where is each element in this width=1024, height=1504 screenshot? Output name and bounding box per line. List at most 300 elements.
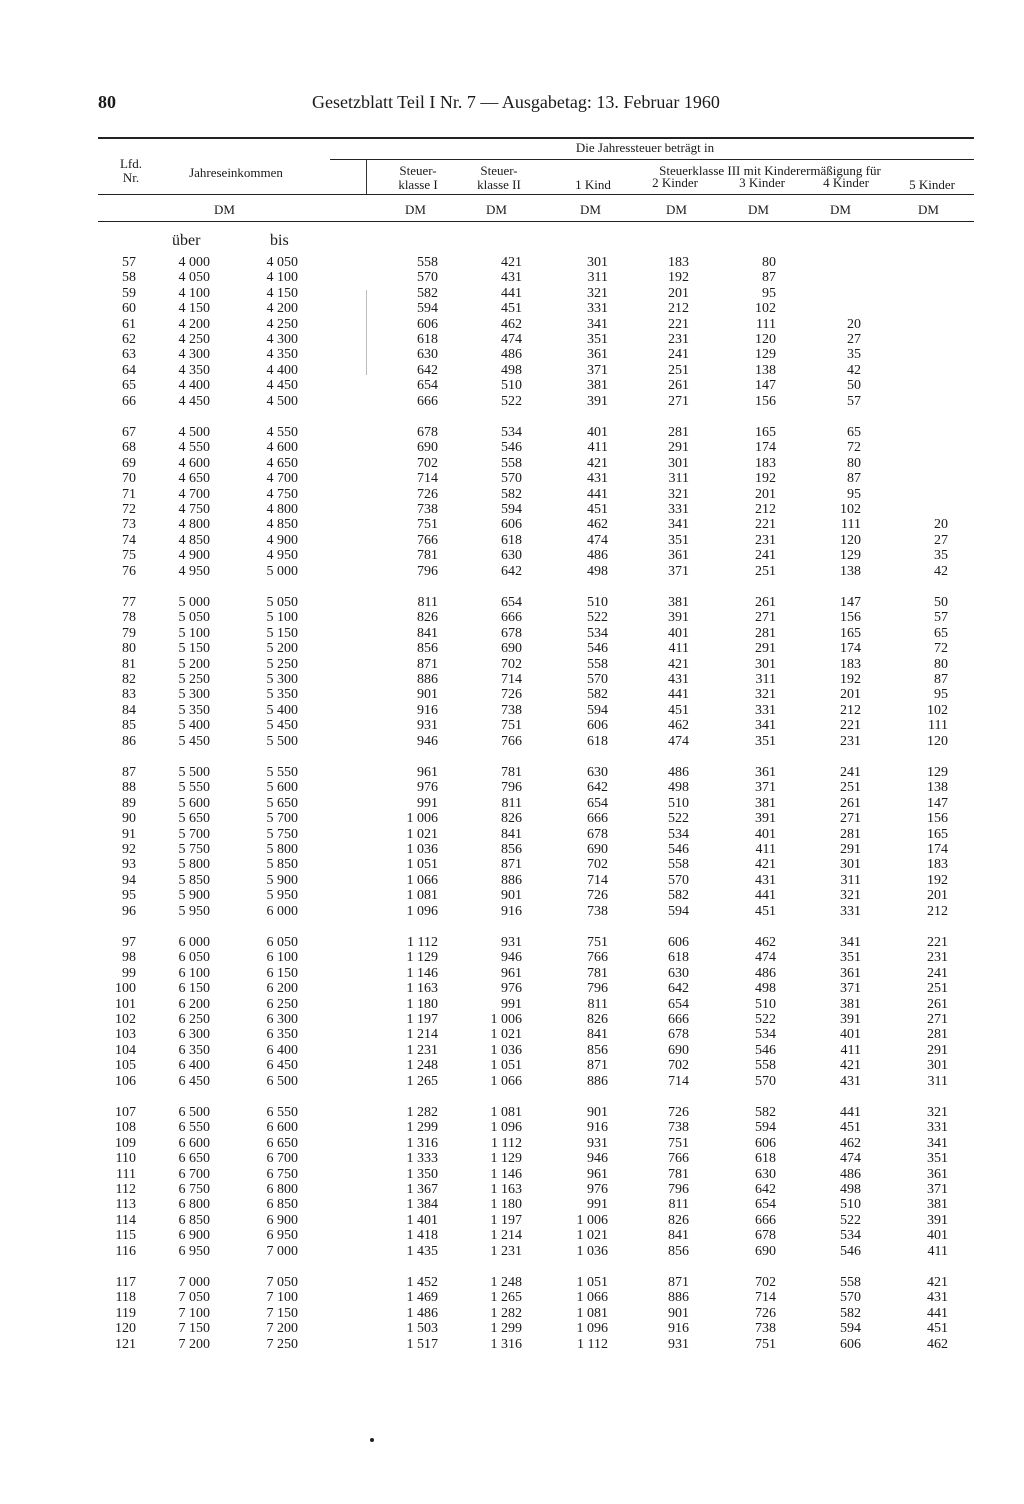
cell-a1: 486 <box>587 548 608 564</box>
table-row <box>0 966 1024 981</box>
cell-von: 6 950 <box>178 1243 210 1259</box>
cell-a3: 431 <box>755 872 776 888</box>
cell-a4: 510 <box>840 1197 861 1213</box>
cell-k1: 751 <box>417 517 438 533</box>
cell-a5: 331 <box>927 1120 948 1136</box>
cell-k1: 594 <box>417 301 438 317</box>
cell-nr: 120 <box>115 1321 136 1337</box>
header-klasse-2: Steuer- klasse II <box>477 163 521 192</box>
cell-a5: 281 <box>927 1027 948 1043</box>
table-row <box>0 301 1024 316</box>
cell-a4: 331 <box>840 903 861 919</box>
table-row <box>0 347 1024 362</box>
table-row <box>0 888 1024 903</box>
table-row <box>0 981 1024 996</box>
cell-k2: 1 096 <box>490 1120 522 1136</box>
cell-a5: 291 <box>927 1042 948 1058</box>
header-klasse-3-group: Steuerklasse III mit Kinderermäßigung für <box>659 163 881 178</box>
cell-k1: 1 299 <box>406 1120 438 1136</box>
cell-a1: 331 <box>587 301 608 317</box>
cell-a2: 311 <box>668 471 689 487</box>
cell-a4: 192 <box>840 672 861 687</box>
cell-bis: 4 700 <box>266 471 298 487</box>
cell-a2: 570 <box>668 872 689 888</box>
cell-nr: 75 <box>122 548 136 564</box>
cell-a2: 702 <box>668 1058 689 1074</box>
cell-k1: 1 066 <box>406 872 438 888</box>
cell-k2: 534 <box>501 425 522 440</box>
cell-bis: 5 550 <box>266 765 298 780</box>
table-row <box>0 270 1024 285</box>
cell-a1: 886 <box>587 1073 608 1089</box>
cell-k2: 486 <box>501 347 522 363</box>
cell-a2: 630 <box>668 965 689 981</box>
cell-a3: 147 <box>755 378 776 394</box>
cell-von: 5 150 <box>178 641 210 657</box>
cell-nr: 85 <box>122 718 136 734</box>
cell-k1: 1 350 <box>406 1166 438 1182</box>
cell-nr: 61 <box>122 316 136 332</box>
table-row <box>0 873 1024 888</box>
cell-k2: 1 021 <box>490 1027 522 1043</box>
cell-a5: 80 <box>934 656 948 672</box>
cell-a3: 102 <box>755 301 776 317</box>
cell-von: 6 550 <box>178 1120 210 1136</box>
cell-a4: 165 <box>840 625 861 641</box>
cell-a1: 534 <box>587 625 608 641</box>
cell-von: 5 100 <box>178 625 210 641</box>
cell-a5: 371 <box>927 1182 948 1197</box>
cell-a5: 72 <box>934 641 948 657</box>
cell-a5: 441 <box>927 1305 948 1321</box>
cell-von: 4 350 <box>178 362 210 378</box>
cell-bis: 6 550 <box>266 1105 298 1120</box>
cell-von: 5 000 <box>178 595 210 610</box>
cell-bis: 7 050 <box>266 1275 298 1290</box>
cell-a2: 826 <box>668 1212 689 1228</box>
cell-bis: 4 050 <box>266 255 298 270</box>
cell-bis: 6 450 <box>266 1058 298 1074</box>
cell-k2: 916 <box>501 903 522 919</box>
header-3-kinder: 3 Kinder <box>739 175 785 190</box>
cell-a5: 165 <box>927 826 948 842</box>
cell-a3: 111 <box>756 316 776 332</box>
cell-a4: 301 <box>840 857 861 873</box>
cell-k2: 714 <box>501 672 522 687</box>
cell-a4: 241 <box>840 765 861 780</box>
cell-a1: 826 <box>587 1012 608 1027</box>
cell-k1: 1 180 <box>406 996 438 1012</box>
cell-nr: 77 <box>122 595 136 610</box>
cell-a4: 201 <box>840 687 861 703</box>
cell-k1: 1 435 <box>406 1243 438 1259</box>
cell-a1: 1 112 <box>577 1336 608 1352</box>
cell-a1: 738 <box>587 903 608 919</box>
cell-a5: 192 <box>927 872 948 888</box>
cell-a4: 474 <box>840 1151 861 1167</box>
cell-nr: 83 <box>122 687 136 703</box>
cell-a2: 796 <box>668 1182 689 1197</box>
cell-a2: 241 <box>668 347 689 363</box>
cell-k2: 451 <box>501 301 522 317</box>
cell-bis: 6 700 <box>266 1151 298 1167</box>
cell-von: 7 000 <box>178 1275 210 1290</box>
table-row <box>0 487 1024 502</box>
cell-a2: 231 <box>668 332 689 347</box>
table-row <box>0 1012 1024 1027</box>
cell-a5: 451 <box>927 1321 948 1337</box>
table-row <box>0 533 1024 548</box>
cell-a3: 311 <box>755 672 776 687</box>
cell-a1: 726 <box>587 888 608 904</box>
cell-nr: 112 <box>115 1182 136 1197</box>
cell-nr: 93 <box>122 857 136 873</box>
cell-k1: 781 <box>417 548 438 564</box>
cell-a5: 221 <box>927 935 948 950</box>
cell-von: 6 450 <box>178 1073 210 1089</box>
cell-a5: 421 <box>927 1275 948 1290</box>
cell-von: 4 700 <box>178 486 210 502</box>
cell-a5: 311 <box>927 1073 948 1089</box>
cell-a2: 751 <box>668 1135 689 1151</box>
cell-a3: 726 <box>755 1305 776 1321</box>
cell-a3: 120 <box>755 332 776 347</box>
table-row <box>0 703 1024 718</box>
cell-a4: 57 <box>847 393 861 409</box>
cell-von: 6 350 <box>178 1042 210 1058</box>
cell-a2: 281 <box>668 425 689 440</box>
cell-a4: 401 <box>840 1027 861 1043</box>
cell-von: 6 700 <box>178 1166 210 1182</box>
cell-a2: 678 <box>668 1027 689 1043</box>
cell-a1: 411 <box>587 440 608 456</box>
cell-bis: 4 850 <box>266 517 298 533</box>
cell-a3: 714 <box>755 1290 776 1306</box>
cell-bis: 7 250 <box>266 1336 298 1352</box>
unit-income: DM <box>214 202 235 217</box>
cell-bis: 5 850 <box>266 857 298 873</box>
cell-a3: 558 <box>755 1058 776 1074</box>
cell-a3: 95 <box>762 285 776 301</box>
cell-k2: 642 <box>501 563 522 579</box>
cell-bis: 5 800 <box>266 842 298 857</box>
cell-a2: 654 <box>668 996 689 1012</box>
cell-a4: 221 <box>840 718 861 734</box>
cell-a1: 1 051 <box>576 1275 608 1290</box>
cell-bis: 7 150 <box>266 1305 298 1321</box>
cell-von: 5 350 <box>178 702 210 718</box>
cell-k1: 570 <box>417 270 438 286</box>
cell-a2: 401 <box>668 625 689 641</box>
table-row <box>0 734 1024 749</box>
cell-k2: 1 006 <box>490 1012 522 1027</box>
cell-a4: 156 <box>840 610 861 626</box>
cell-von: 4 250 <box>178 332 210 347</box>
cell-von: 5 500 <box>178 765 210 780</box>
cell-nr: 102 <box>115 1012 136 1027</box>
cell-nr: 90 <box>122 811 136 827</box>
cell-a5: 351 <box>927 1151 948 1167</box>
cell-nr: 63 <box>122 347 136 363</box>
cell-a3: 231 <box>755 532 776 548</box>
header-4-kinder: 4 Kinder <box>823 175 869 190</box>
cell-k2: 796 <box>501 780 522 796</box>
cell-k1: 606 <box>417 316 438 332</box>
unit-klasse-2: DM <box>486 202 507 217</box>
cell-a1: 751 <box>587 935 608 950</box>
cell-a3: 361 <box>755 765 776 780</box>
cell-a1: 630 <box>587 765 608 780</box>
cell-k1: 901 <box>417 687 438 703</box>
cell-bis: 6 250 <box>266 996 298 1012</box>
table-row <box>0 378 1024 393</box>
cell-bis: 4 650 <box>266 455 298 471</box>
cell-a4: 534 <box>840 1228 861 1244</box>
cell-bis: 6 750 <box>266 1166 298 1182</box>
cell-k1: 991 <box>417 795 438 811</box>
cell-a4: 291 <box>840 842 861 857</box>
cell-a4: 486 <box>840 1166 861 1182</box>
cell-nr: 66 <box>122 393 136 409</box>
cell-nr: 114 <box>115 1212 136 1228</box>
cell-bis: 4 950 <box>266 548 298 564</box>
cell-von: 6 750 <box>178 1182 210 1197</box>
header-bottom-rule <box>98 194 974 195</box>
cell-von: 7 050 <box>178 1290 210 1306</box>
cell-bis: 6 150 <box>266 965 298 981</box>
cell-von: 6 200 <box>178 996 210 1012</box>
cell-a5: 411 <box>927 1243 948 1259</box>
cell-von: 4 550 <box>178 440 210 456</box>
cell-a4: 231 <box>840 733 861 749</box>
cell-a3: 751 <box>755 1336 776 1352</box>
cell-a1: 796 <box>587 981 608 997</box>
cell-k2: 931 <box>501 935 522 950</box>
cell-k2: 1 180 <box>490 1197 522 1213</box>
table-row <box>0 641 1024 656</box>
cell-bis: 5 250 <box>266 656 298 672</box>
cell-bis: 6 900 <box>266 1212 298 1228</box>
cell-a2: 714 <box>668 1073 689 1089</box>
cell-k1: 1 316 <box>406 1135 438 1151</box>
cell-von: 5 250 <box>178 672 210 687</box>
cell-a4: 451 <box>840 1120 861 1136</box>
header-group-title: Die Jahressteuer beträgt in <box>575 140 715 155</box>
cell-k1: 1 248 <box>406 1058 438 1074</box>
cell-a2: 221 <box>668 316 689 332</box>
cell-k2: 1 231 <box>490 1243 522 1259</box>
unit-3-kinder: DM <box>748 202 769 217</box>
cell-bis: 4 250 <box>266 316 298 332</box>
table-row <box>0 997 1024 1012</box>
cell-a2: 421 <box>668 656 689 672</box>
cell-k2: 431 <box>501 270 522 286</box>
table-row <box>0 425 1024 440</box>
cell-k1: 766 <box>417 532 438 548</box>
cell-nr: 109 <box>115 1135 136 1151</box>
cell-von: 6 250 <box>178 1012 210 1027</box>
cell-a1: 441 <box>587 486 608 502</box>
cell-a1: 1 021 <box>576 1228 608 1244</box>
cell-von: 7 100 <box>178 1305 210 1321</box>
cell-a3: 451 <box>755 903 776 919</box>
cell-nr: 80 <box>122 641 136 657</box>
cell-k1: 856 <box>417 641 438 657</box>
table-row <box>0 517 1024 532</box>
cell-bis: 6 300 <box>266 1012 298 1027</box>
cell-k2: 1 146 <box>490 1166 522 1182</box>
cell-a3: 183 <box>755 455 776 471</box>
cell-k1: 1 051 <box>406 857 438 873</box>
cell-a1: 946 <box>587 1151 608 1167</box>
cell-bis: 6 950 <box>266 1228 298 1244</box>
cell-a2: 498 <box>668 780 689 796</box>
cell-k1: 796 <box>417 563 438 579</box>
cell-a4: 281 <box>840 826 861 842</box>
page-number: 80 <box>98 92 116 112</box>
cell-a4: 431 <box>840 1073 861 1089</box>
cell-a4: 361 <box>840 965 861 981</box>
cell-a3: 606 <box>755 1135 776 1151</box>
cell-a4: 174 <box>840 641 861 657</box>
cell-a3: 570 <box>755 1073 776 1089</box>
cell-k1: 1 503 <box>406 1321 438 1337</box>
cell-a1: 654 <box>587 795 608 811</box>
table-row <box>0 394 1024 409</box>
cell-von: 6 100 <box>178 965 210 981</box>
cell-a5: 261 <box>927 996 948 1012</box>
cell-bis: 6 800 <box>266 1182 298 1197</box>
cell-von: 4 100 <box>178 285 210 301</box>
cell-bis: 4 150 <box>266 285 298 301</box>
cell-a3: 546 <box>755 1042 776 1058</box>
cell-a2: 546 <box>668 842 689 857</box>
cell-a5: 111 <box>928 718 948 734</box>
cell-k2: 961 <box>501 965 522 981</box>
cell-a4: 65 <box>847 425 861 440</box>
cell-a1: 474 <box>587 532 608 548</box>
cell-k2: 678 <box>501 625 522 641</box>
table-row <box>0 471 1024 486</box>
cell-k1: 916 <box>417 702 438 718</box>
cell-a1: 341 <box>587 316 608 332</box>
cell-nr: 65 <box>122 378 136 394</box>
cell-nr: 70 <box>122 471 136 487</box>
cell-k1: 826 <box>417 610 438 626</box>
cell-a1: 558 <box>587 656 608 672</box>
cell-k2: 1 299 <box>490 1321 522 1337</box>
cell-a5: 401 <box>927 1228 948 1244</box>
table-row <box>0 317 1024 332</box>
cell-von: 4 400 <box>178 378 210 394</box>
cell-a4: 212 <box>840 702 861 718</box>
cell-a4: 498 <box>840 1182 861 1197</box>
cell-a2: 856 <box>668 1243 689 1259</box>
cell-a3: 129 <box>755 347 776 363</box>
cell-k1: 630 <box>417 347 438 363</box>
cell-a4: 411 <box>840 1042 861 1058</box>
cell-a1: 702 <box>587 857 608 873</box>
cell-von: 4 200 <box>178 316 210 332</box>
cell-nr: 68 <box>122 440 136 456</box>
cell-k2: 1 248 <box>490 1275 522 1290</box>
cell-a3: 510 <box>755 996 776 1012</box>
cell-a4: 20 <box>847 316 861 332</box>
cell-a1: 401 <box>587 425 608 440</box>
cell-nr: 110 <box>115 1151 136 1167</box>
cell-a1: 594 <box>587 702 608 718</box>
cell-a4: 147 <box>840 595 861 610</box>
cell-nr: 64 <box>122 362 136 378</box>
cell-k1: 618 <box>417 332 438 347</box>
cell-a2: 606 <box>668 935 689 950</box>
cell-nr: 113 <box>115 1197 136 1213</box>
cell-nr: 96 <box>122 903 136 919</box>
cell-von: 5 850 <box>178 872 210 888</box>
cell-a5: 231 <box>927 950 948 966</box>
cell-bis: 5 650 <box>266 795 298 811</box>
cell-a1: 856 <box>587 1042 608 1058</box>
cell-a2: 582 <box>668 888 689 904</box>
table-row <box>0 842 1024 857</box>
cell-nr: 98 <box>122 950 136 966</box>
cell-a5: 147 <box>927 795 948 811</box>
cell-a4: 391 <box>840 1012 861 1027</box>
cell-k1: 961 <box>417 765 438 780</box>
table-row <box>0 595 1024 610</box>
cell-a5: 212 <box>927 903 948 919</box>
table-row <box>0 332 1024 347</box>
cell-k2: 1 129 <box>490 1151 522 1167</box>
table-row <box>0 564 1024 579</box>
cell-a1: 582 <box>587 687 608 703</box>
cell-bis: 4 350 <box>266 347 298 363</box>
table-row <box>0 950 1024 965</box>
cell-nr: 84 <box>122 702 136 718</box>
cell-a2: 431 <box>668 672 689 687</box>
cell-a1: 1 036 <box>576 1243 608 1259</box>
cell-nr: 118 <box>115 1290 136 1306</box>
cell-von: 4 600 <box>178 455 210 471</box>
cell-a2: 462 <box>668 718 689 734</box>
cell-a4: 462 <box>840 1135 861 1151</box>
cell-k1: 976 <box>417 780 438 796</box>
cell-k1: 1 129 <box>406 950 438 966</box>
cell-k2: 766 <box>501 733 522 749</box>
table-row <box>0 657 1024 672</box>
table-row <box>0 1244 1024 1259</box>
cell-von: 6 500 <box>178 1105 210 1120</box>
cell-bis: 4 500 <box>266 393 298 409</box>
cell-von: 5 750 <box>178 842 210 857</box>
cell-a4: 606 <box>840 1336 861 1352</box>
cell-k1: 1 486 <box>406 1305 438 1321</box>
table-row <box>0 1321 1024 1336</box>
cell-k1: 582 <box>417 285 438 301</box>
cell-a1: 976 <box>587 1182 608 1197</box>
cell-bis: 6 350 <box>266 1027 298 1043</box>
cell-a3: 138 <box>755 362 776 378</box>
cell-a1: 871 <box>587 1058 608 1074</box>
cell-von: 6 650 <box>178 1151 210 1167</box>
label-bis: bis <box>270 232 289 249</box>
cell-nr: 67 <box>122 425 136 440</box>
cell-bis: 6 650 <box>266 1135 298 1151</box>
cell-a3: 156 <box>755 393 776 409</box>
page-header <box>98 92 782 116</box>
cell-a2: 781 <box>668 1166 689 1182</box>
cell-von: 7 200 <box>178 1336 210 1352</box>
